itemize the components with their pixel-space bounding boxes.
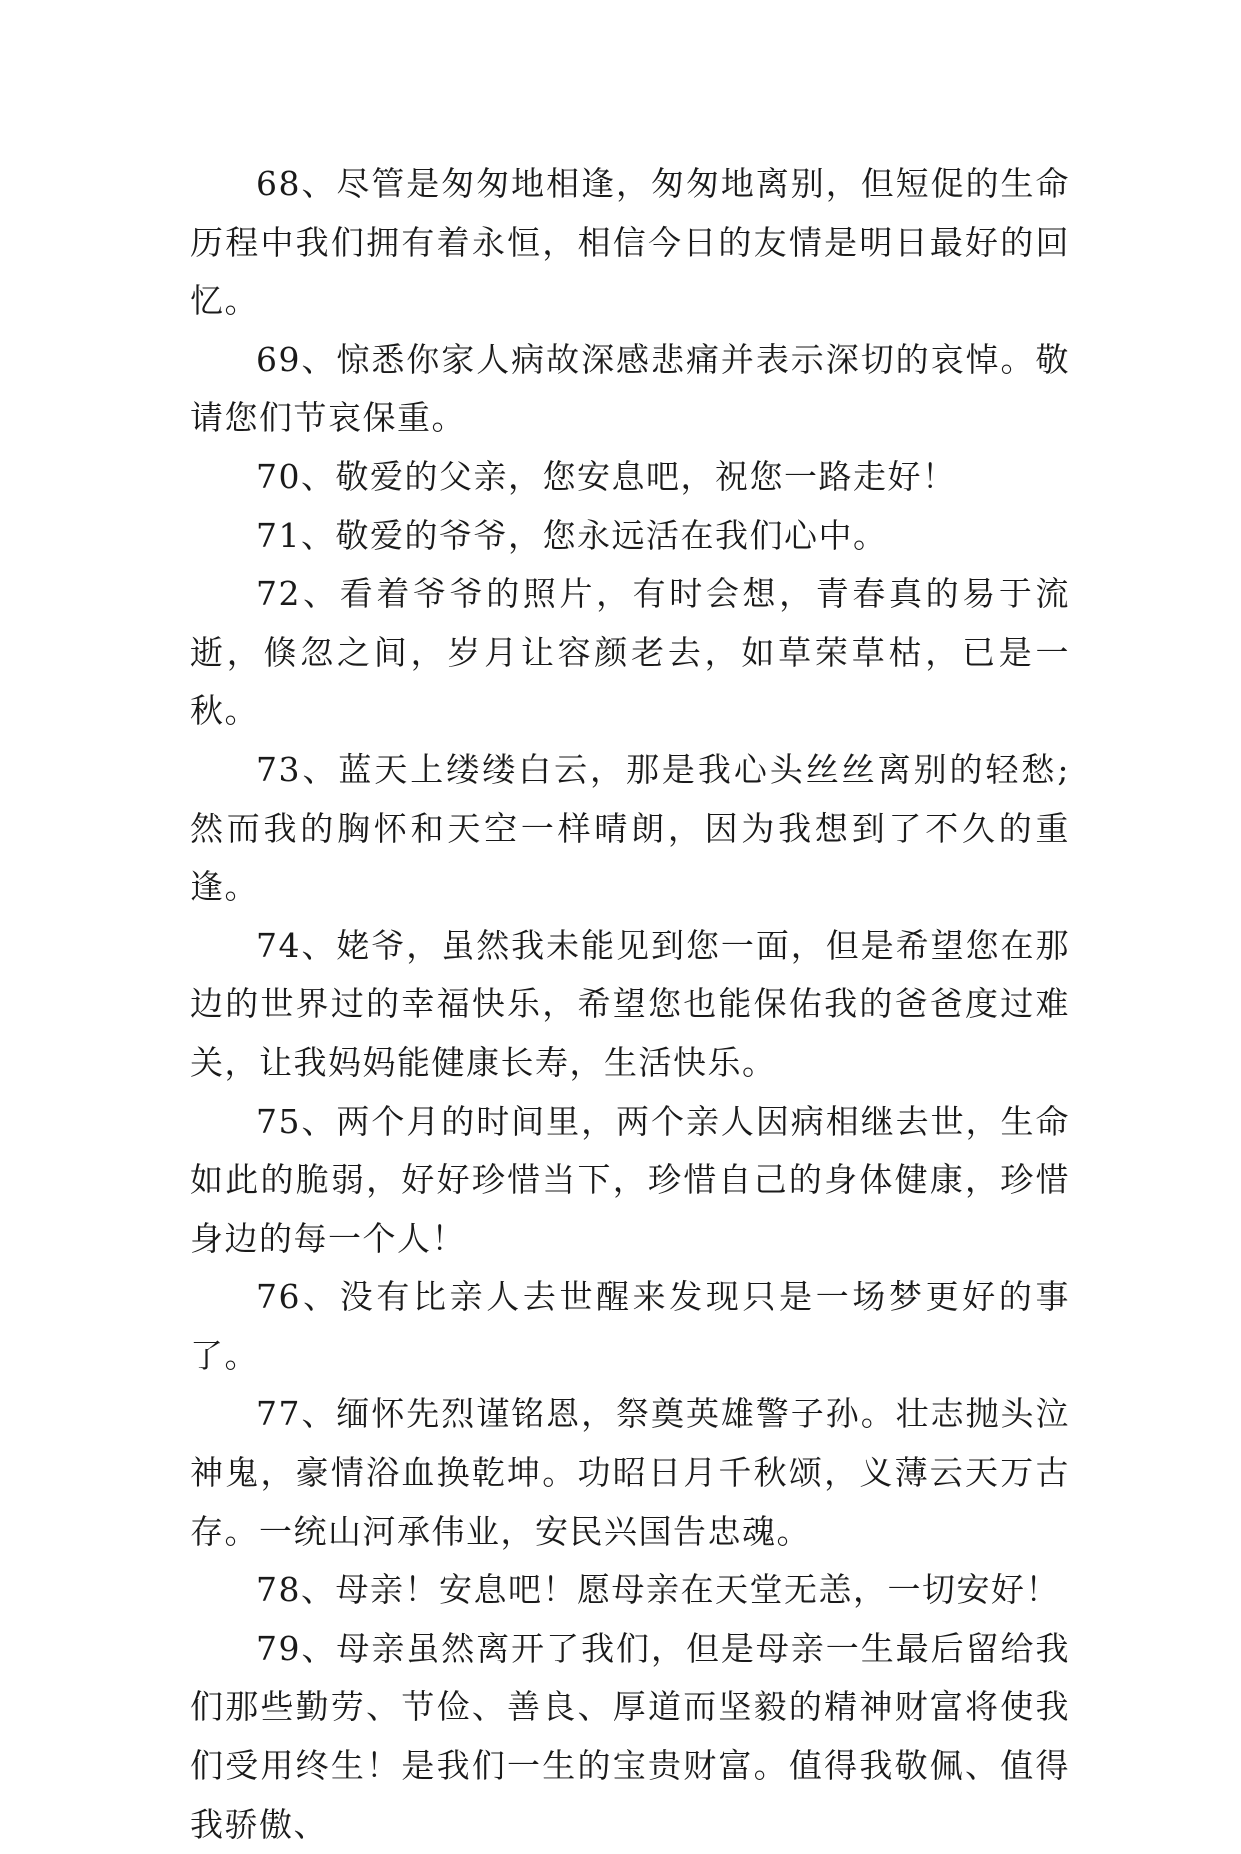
paragraph-70: 70、敬爱的父亲，您安息吧，祝您一路走好！ (256, 456, 957, 496)
paragraph-76: 76、没有比亲人去世醒来发现只是一场梦更好的事了。 (190, 1277, 1070, 1375)
paragraph-75: 75、两个月的时间里，两个亲人因病相继去世，生命如此的脆弱，好好珍惜当下，珍惜自己的身体健康，珍惜身边的每一个人！ (190, 1101, 1070, 1258)
paragraph-79: 79、母亲虽然离开了我们，但是母亲一生最后留给我们那些勤劳、节俭、善良、厚道而坚毅的精神财富将使我们受用终生！是我们一生的宝贵财富。值得我敬佩、值得我骄傲、 (190, 1628, 1070, 1844)
paragraph-72: 72、看着爷爷的照片，有时会想，青春真的易于流逝，倏忽之间，岁月让容颜老去，如草荣草枯，已是一秋。 (190, 574, 1070, 731)
paragraph-71: 71、敬爱的爷爷，您永远活在我们心中。 (256, 515, 888, 555)
paragraph-74: 74、姥爷，虽然我未能见到您一面，但是希望您在那边的世界过的幸福快乐，希望您也能保佑我的爸爸度过难关，让我妈妈能健康长寿，生活快乐。 (190, 925, 1070, 1082)
paragraph-73: 73、蓝天上缕缕白云，那是我心头丝丝离别的轻愁;然而我的胸怀和天空一样晴朗，因为我想到了不久的重逢。 (190, 749, 1070, 907)
paragraph-77: 77、缅怀先烈谨铭恩，祭奠英雄警子孙。壮志抛头泣神鬼，豪情浴血换乾坤。功昭日月千秋颂，义薄云天万古存。一统山河承伟业，安民兴国告忠魂。 (190, 1394, 1070, 1551)
paragraph-78: 78、母亲！安息吧！愿母亲在天堂无恙，一切安好！ (256, 1570, 1060, 1610)
paragraph-68: 68、尽管是匆匆地相逢，匆匆地离别，但短促的生命历程中我们拥有着永恒，相信今日的友情是明日最好的回忆。 (190, 164, 1070, 321)
document-body (190, 155, 1070, 1854)
paragraph-69: 69、惊悉你家人病故深感悲痛并表示深切的哀悼。敬请您们节哀保重。 (190, 339, 1070, 438)
